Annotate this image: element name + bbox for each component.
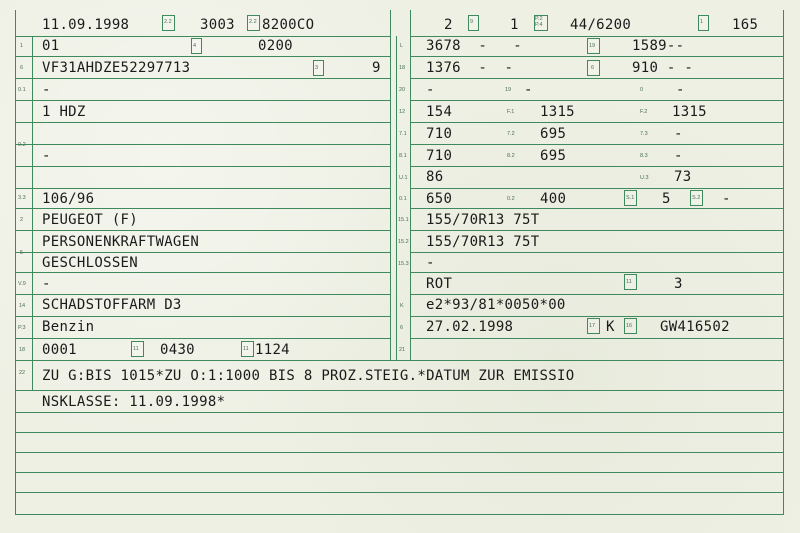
field-code: 16 <box>626 323 633 329</box>
field-code: U.3 <box>640 175 649 181</box>
length: 3678 - - <box>426 38 523 54</box>
field-code: F.1 <box>507 109 515 115</box>
axle-load-front-2: 710 <box>426 148 453 164</box>
document-number: GW416502 <box>660 319 730 335</box>
field-code: 19 <box>589 43 596 49</box>
body-key: 0200 <box>258 38 293 54</box>
field-code: F.2 <box>640 109 648 115</box>
field-code: 9 <box>470 19 474 25</box>
field-code: 3 <box>315 65 319 71</box>
field-code: 1 <box>700 19 704 25</box>
field-code: 3.3 <box>18 195 26 201</box>
field-value: - <box>42 276 51 292</box>
trailer-load-unbraked: 400 <box>540 191 567 207</box>
color: ROT <box>426 276 453 292</box>
color-code: 3 <box>674 276 683 292</box>
manufacturer: PEUGEOT (F) <box>42 212 139 228</box>
noise-stationary: 86 <box>426 169 444 185</box>
field-value: - <box>674 126 683 142</box>
field-code: K <box>400 303 404 309</box>
remarks-line-2: NSKLASSE: 11.09.1998* <box>42 394 226 410</box>
field-code: 11 <box>133 346 139 352</box>
manufacture-date: 27.02.1998 <box>426 319 514 335</box>
vehicle-type: PERSONENKRAFTWAGEN <box>42 234 200 250</box>
field-code: 21 <box>399 347 406 353</box>
field-code: V.9 <box>18 281 26 287</box>
field-value: K <box>606 319 615 335</box>
vin: VF31AHDZE52297713 <box>42 60 191 76</box>
manufacturer-key: 3003 <box>200 17 235 33</box>
field-code: 22 <box>19 370 26 376</box>
field-value: - <box>676 82 685 98</box>
field-code: 2.2 <box>249 19 257 25</box>
field-code: U.1 <box>399 175 408 181</box>
gross-weight: 1315 <box>540 104 575 120</box>
tire-rear: 155/70R13 75T <box>426 234 540 250</box>
field-code: 15.2 <box>398 239 409 245</box>
axle-load-front: 710 <box>426 126 453 142</box>
field-code: 2 <box>20 217 24 223</box>
field-code: 17 <box>589 323 596 329</box>
gross-weight-2: 1315 <box>672 104 707 120</box>
field-code: 14 <box>19 303 26 309</box>
power-kw-rpm: 106/96 <box>42 191 95 207</box>
field-code: 7.2 <box>507 131 515 137</box>
trailer-load-braked: 650 <box>426 191 453 207</box>
field-value: - <box>524 82 533 98</box>
field-code: 7.3 <box>640 131 648 137</box>
type-key: 8200CO <box>262 17 315 33</box>
max-speed: 165 <box>732 17 759 33</box>
field-value: 0001 <box>42 342 77 358</box>
curb-weight: 154 <box>426 104 453 120</box>
field-code: 7.1 <box>399 131 407 137</box>
field-value: 0430 <box>160 342 195 358</box>
check-digit: 9 <box>372 60 381 76</box>
field-code: S.2 <box>692 195 701 201</box>
field-code: 12 <box>399 109 406 115</box>
axle-load-rear-2: 695 <box>540 148 567 164</box>
field-value: - <box>674 148 683 164</box>
field-code: P.2 P.4 <box>535 16 543 28</box>
field-code: S.1 <box>626 195 635 201</box>
type-approval: e2*93/81*0050*00 <box>426 297 566 313</box>
field-code: 0.1 <box>18 87 26 93</box>
field-code: 18 <box>19 347 26 353</box>
emission-class: SCHADSTOFFARM D3 <box>42 297 182 313</box>
axles: 2 <box>444 17 453 33</box>
tire-front: 155/70R13 75T <box>426 212 540 228</box>
field-value: - <box>426 82 435 98</box>
field-code: 8.3 <box>640 153 648 159</box>
field-code: 1 <box>20 43 24 49</box>
seats: 5 <box>662 191 671 207</box>
field-value: 1124 <box>255 342 290 358</box>
body-type: GESCHLOSSEN <box>42 255 139 271</box>
field-code: 15.3 <box>398 261 409 267</box>
field-value: 910 - - <box>632 60 694 76</box>
field-code: 19 <box>505 87 512 93</box>
field-code: 5 <box>20 250 24 256</box>
field-code: P.3 <box>18 325 26 331</box>
field-code: 8.1 <box>399 153 407 159</box>
engine-type: 1 HDZ <box>42 104 86 120</box>
field-code: 18 <box>399 65 406 71</box>
field-code: 0.2 <box>18 142 26 148</box>
field-value: - <box>426 255 435 271</box>
field-code: 15.1 <box>398 217 409 223</box>
first-registration-date: 11.09.1998 <box>42 17 130 33</box>
field-code: 6 <box>20 65 24 71</box>
driven-axles: 1 <box>510 17 519 33</box>
field-code: 2.2 <box>164 19 172 25</box>
field-value: - <box>42 82 51 98</box>
field-code: 11 <box>626 279 632 285</box>
width: 1589-- <box>632 38 685 54</box>
height: 1376 - - <box>426 60 514 76</box>
fuel-type: Benzin <box>42 319 95 335</box>
field-code: 6 <box>400 325 404 331</box>
field-code: 6 <box>591 65 595 71</box>
field-code: 0.1 <box>399 196 407 202</box>
field-code: 4 <box>193 43 197 49</box>
field-code: 0 <box>640 87 644 93</box>
remarks-line-1: ZU G:BIS 1015*ZU O:1:1000 BIS 8 PROZ.STEIG.*DATUM ZUR EMISSIO <box>42 368 575 384</box>
field-code: 20 <box>399 87 406 93</box>
field-value: - <box>42 148 51 164</box>
field-code: 11 <box>243 346 249 352</box>
field-value: - <box>722 191 731 207</box>
field-code: L <box>400 43 404 49</box>
power-rpm: 44/6200 <box>570 17 632 33</box>
axle-load-rear: 695 <box>540 126 567 142</box>
noise-driving: 73 <box>674 169 692 185</box>
field-code: 0.2 <box>507 196 515 202</box>
vehicle-class: 01 <box>42 38 60 54</box>
field-code: 8.2 <box>507 153 515 159</box>
